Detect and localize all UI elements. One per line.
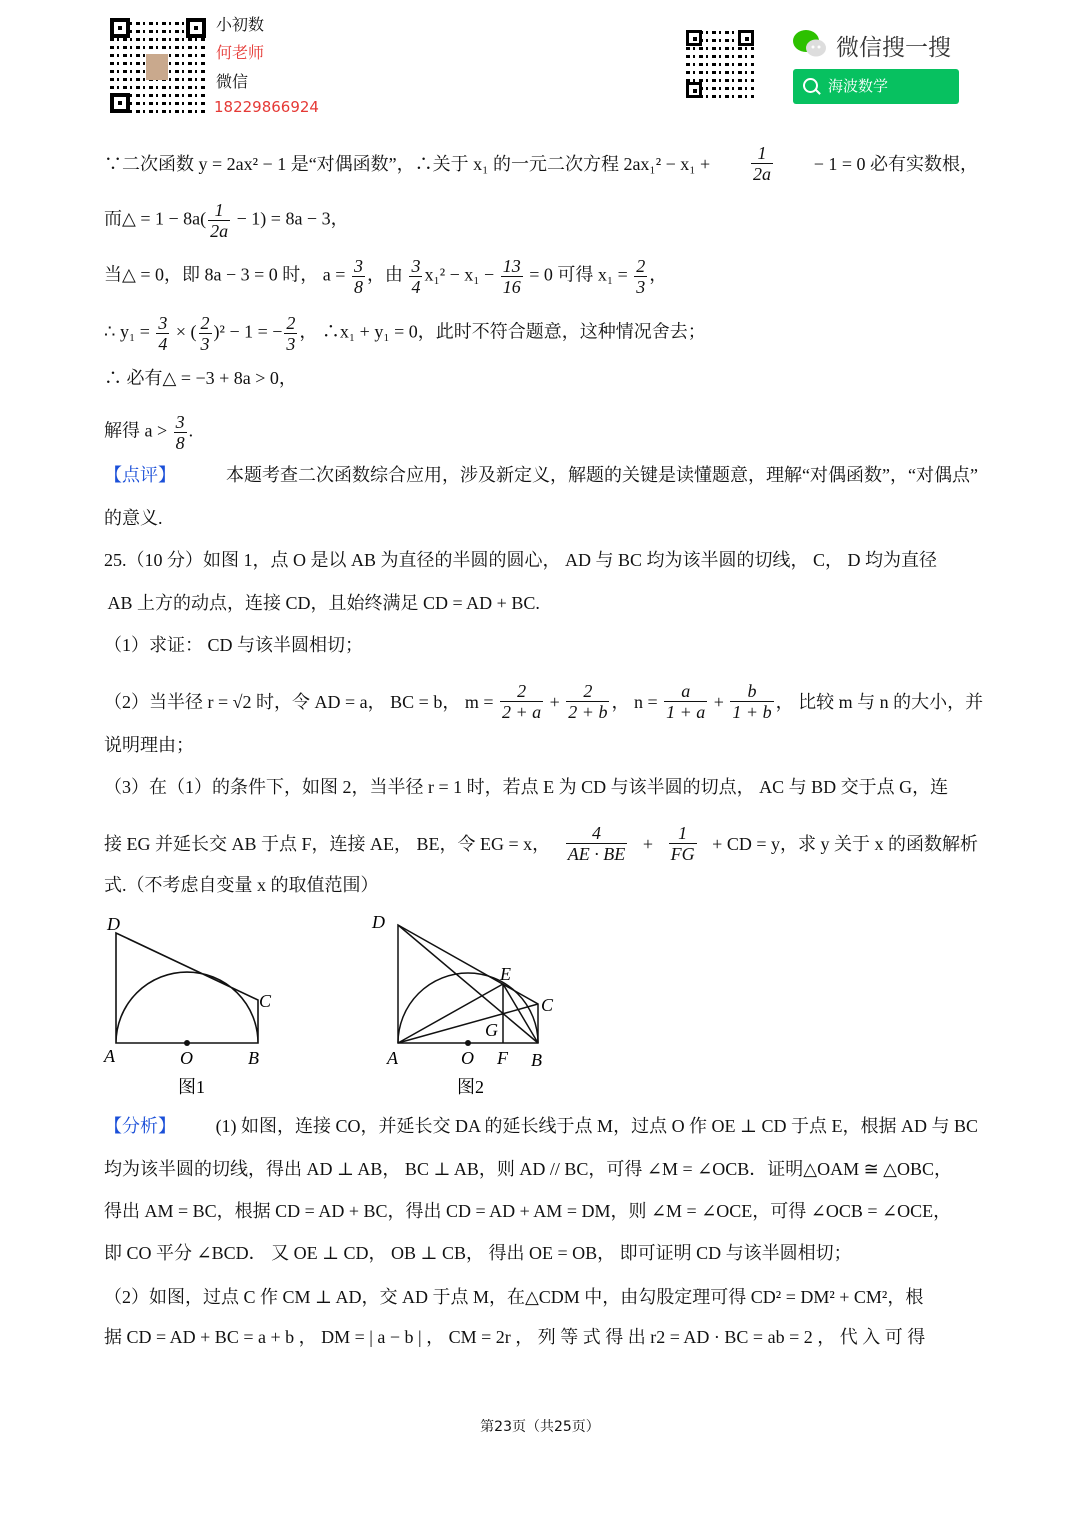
text-run: 当△ = 0，即 8a − 3 = 0 时， a = [104,264,350,285]
denominator: 8 [175,433,185,453]
fig2-label: A [387,1048,398,1068]
text-line [104,412,978,453]
numerator: b [730,681,773,702]
numerator: 4 [566,823,627,844]
text-line [104,733,978,757]
numerator: 3 [411,256,421,276]
figure-1 [100,905,300,1105]
fraction [751,143,773,184]
text-run: 接 EG 并延长交 AB 于点 F，连接 AE， BE，令 EG = x， [104,833,555,854]
figure-2 [370,905,570,1105]
search-button-label: 海波数学 [828,77,889,95]
text-line [104,633,978,657]
fig1-label: D [107,914,120,934]
fraction [501,256,523,297]
text-run: (1) 如图，连接 CO，并延长交 DA 的延长线于点 M，过点 O 作 OE ⊥ CD 于点 E，根据 AD 与 BC [215,1116,978,1136]
fraction [500,681,543,722]
text-run: ， n = [611,691,663,712]
page-footer: 第23页（共25页） [480,1419,600,1435]
fig1-label: O [180,1048,193,1068]
denominator: 2 + a [501,702,542,722]
denominator: AE · BE [567,844,626,864]
fig2-label: B [531,1050,542,1070]
text-run: （3）在（1）的条件下，如图 2，当半径 r = 1 时，若点 E 为 CD 与该半圆的切点， AC 与 BD 交于点 G，连 [104,777,949,797]
text-line [104,1325,978,1349]
text-run: 解得 a > [104,420,172,441]
text-run: （2）如图，过点 C 作 CM ⊥ AD，交 AD 于点 M，在△CDM 中，由勾股定理可得 CD² = DM² + CM²，根 [104,1287,924,1307]
text-run: + [545,691,565,712]
text-line [104,1241,978,1265]
text-run: + [709,691,729,712]
fig1-shape [116,933,258,1043]
text-line [104,823,978,864]
contact-line: 微信 [216,72,249,91]
denominator: 2a [210,221,229,241]
text-run: ， 比较 m 与 n 的大小，并 [775,691,984,712]
fraction [669,823,697,864]
denominator: 3 [286,334,296,354]
fraction [664,681,707,722]
numerator: 3 [175,412,185,432]
text-run: 得出 AM = BC，根据 CD = AD + BC，得出 CD = AD + AM = DM，则 ∠M = ∠OCE，可得 ∠OCB = ∠OCE， [104,1201,952,1221]
qr-code-right [686,30,754,98]
denominator: 3 [200,334,210,354]
numerator: 1 [208,200,230,221]
text-run: 说明理由； [104,735,194,755]
wechat-search-title: 微信搜一搜 [836,35,951,61]
section-tag: 【点评】 [104,465,176,485]
text-run: 的意义. [104,508,163,528]
fraction [566,823,627,864]
denominator: 1 + a [666,702,706,722]
text-run: = 0 可得 x₁ = [524,264,633,285]
numerator: 2 [500,681,543,702]
numerator: 1 [669,823,697,844]
text-run: ，由 [366,264,408,285]
text-run: + [638,833,658,854]
contact-line: 小初数 [216,15,265,34]
numerator: 1 [751,143,773,164]
text-run: ， ∴x₁ + y₁ = 0，此时不符合题意，这种情况舍去； [299,321,706,342]
text-run: )² − 1 = − [213,321,283,342]
fig2-label: G [485,1020,498,1040]
fraction [566,681,609,722]
fraction [730,681,773,722]
text-line [104,591,978,615]
text-line [104,506,978,530]
denominator: 1 + b [732,702,772,722]
text-run: AB 上方的动点，连接 CD，且始终满足 CD = AD + BC. [104,593,540,613]
text-run: 据 CD = AD + BC = a + b ， DM = | a − b | ， CM = 2r ， 列 等 式 得 出 r2 = AD · BC = ab = 2 ， 代 入 可 得 [104,1327,926,1347]
text-run: ∴ 必有△ = −3 + 8a > 0， [104,368,297,388]
denominator: 3 [636,277,646,297]
numerator: 2 [286,313,296,333]
text-run: × ( [171,321,197,342]
numerator: 2 [566,681,609,702]
text-line [104,463,978,487]
text-line [104,1157,978,1181]
contact-phone: 18229866924 [214,98,319,116]
text-run: 本题考查二次函数综合应用，涉及新定义，解题的关键是读懂题意，理解“对偶函数”，“对偶点” [226,465,978,485]
denominator: 4 [411,277,421,297]
text-run: x₁² − x₁ − [424,264,499,285]
text-run: ， [649,264,668,285]
numerator: a [664,681,707,702]
denominator: FG [670,844,695,864]
fig1-label: B [248,1048,259,1068]
denominator: 8 [353,277,363,297]
text-line [104,1199,978,1223]
numerator: 3 [353,256,363,276]
text-run: 均为该半圆的切线，得出 AD ⊥ AB， BC ⊥ AB，则 AD // BC，可得 ∠M = ∠OCB．证明△OAM ≅ △OBC， [104,1159,953,1179]
search-icon-handle [815,89,821,95]
search-button[interactable] [793,69,959,104]
text-line [104,548,978,572]
fig2-shape [398,925,538,1043]
text-run: 即 CO 平分 ∠BCD． 又 OE ⊥ CD， OB ⊥ CB， 得出 OE = OB， 即可证明 CD 与该半圆相切； [104,1243,852,1263]
fraction [208,200,230,241]
text-line [104,256,978,297]
text-run: ∵二次函数 y = 2ax² − 1 是“对偶函数”，∴关于 x₁ 的一元二次方程 2ax₁² − x₁ + [104,153,715,174]
text-run: − 1) = 8a − 3， [232,208,349,229]
qr-code-left [110,18,206,113]
denominator: 2a [752,164,771,184]
text-line [104,1114,978,1138]
denominator: 4 [158,334,168,354]
text-run: − 1 = 0 必有实数根， [809,153,978,174]
fig2-label: E [500,964,511,984]
text-line [104,681,984,722]
fraction [174,412,187,453]
text-line [104,366,978,390]
text-line [104,143,978,184]
denominator: 16 [502,277,521,297]
section-tag: 【分析】 [104,1116,176,1136]
text-run: ∴ y₁ = [104,321,155,342]
fraction [284,313,297,354]
fraction [634,256,647,297]
text-line [104,873,978,897]
avatar [146,54,168,80]
fig2-center-point [465,1040,471,1046]
fraction [199,313,212,354]
text-run: + CD = y，求 y 关于 x 的函数解析 [707,833,978,854]
numerator: 13 [502,256,521,276]
fig1-label: A [104,1046,115,1066]
fig1-label: C [259,991,272,1011]
text-run: 式.（不考虑自变量 x 的取值范围） [104,875,379,895]
fraction [352,256,365,297]
text-run: 而△ = 1 − 8a( [104,208,207,229]
fraction [409,256,422,297]
fig2-caption: 图2 [457,1077,484,1097]
text-run: （2）当半径 r = √2 时，令 AD = a， BC = b， m = [104,691,498,712]
fig1-caption: 图1 [178,1077,205,1097]
text-line [104,775,978,799]
contact-name: 何老师 [216,43,265,62]
numerator: 3 [158,313,168,333]
fraction [156,313,169,354]
denominator: 2 + b [568,702,608,722]
numerator: 2 [200,313,210,333]
numerator: 2 [636,256,646,276]
text-line [104,313,978,354]
text-run: 25.（10 分）如图 1，点 O 是以 AB 为直径的半圆的圆心， AD 与 BC 均为该半圆的切线， C， D 均为直径 [104,550,938,570]
wechat-icon [792,28,828,60]
fig1-center-point [184,1040,190,1046]
text-run: . [188,420,194,441]
text-line [104,1285,978,1309]
fig2-label: F [497,1048,508,1068]
fig2-label: C [541,995,554,1015]
fig2-label: D [372,912,385,932]
text-line [104,200,978,241]
text-run: （1）求证： CD 与该半圆相切； [104,635,364,655]
fig2-label: O [461,1048,474,1068]
